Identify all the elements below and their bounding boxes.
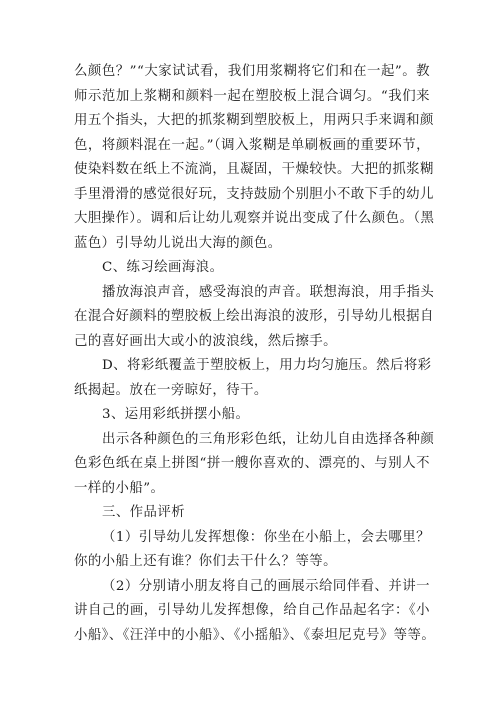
text-line: 在混合好颜料的塑胶板上绘出海浪的波形，引导幼儿根据自 [74, 309, 434, 324]
text-line: 师示范加上浆糊和颜料一起在塑胶板上混合调匀。“我们来 [74, 89, 430, 104]
text-line: （2）分别请小朋友将自己的画展示给同伴看、并讲一 [102, 579, 430, 594]
text-line: 小船》、《汪洋中的小船》、《小摇船》、《泰坦尼克号》等等。 [74, 628, 436, 643]
text-line: 使染料数在纸上不流淌，且凝固，干燥较快。大把的抓浆糊 [74, 162, 434, 177]
text-line: 播放海浪声音，感受海浪的声音。联想海浪，用手指头 [102, 285, 435, 300]
text-line: 讲自己的画，引导幼儿发挥想像，给自己作品起名字：《小 [74, 603, 430, 618]
text-line: 蓝色）引导幼儿说出大海的颜色。 [74, 236, 282, 251]
text-line: 大胆操作）。调和后让幼儿观察并说出变成了什么颜色。（黑 [74, 211, 435, 226]
text-line: 己的喜好画出大或小的波浪线，然后擦手。 [74, 334, 337, 349]
text-line: 用五个指头，大把的抓浆糊到塑胶板上，用两只手来调和颜 [74, 113, 434, 128]
text-line: D、将彩纸覆盖于塑胶板上，用力均匀施压。然后将彩 [102, 358, 432, 373]
text-line: 纸揭起。放在一旁晾好，待干。 [74, 383, 268, 398]
text-line: 出示各种颜色的三角形彩色纸，让幼儿自由选择各种颜 [102, 432, 435, 447]
text-line: 手里滑滑的感觉很好玩，支持鼓励个别胆小不敢下手的幼儿 [74, 187, 434, 202]
section-heading: 三、作品评析 [102, 505, 186, 520]
text-line: 色彩色纸在桌上拼图“拼一艘你喜欢的、漂亮的、与别人不 [74, 456, 430, 471]
section-heading: 3、运用彩纸拼摆小船。 [102, 407, 250, 422]
text-line: 色，将颜料混在一起。”（调入浆糊是单刷板画的重要环节， [74, 138, 430, 153]
section-heading: C、练习绘画海浪。 [102, 260, 224, 275]
text-line: 么颜色？”“大家试试看，我们用浆糊将它们和在一起”。教 [74, 64, 430, 79]
text-line: （1）引导幼儿发挥想像：你坐在小船上，会去哪里？ [102, 530, 430, 545]
text-line: 你的小船上还有谁？你们去干什么？等等。 [74, 554, 337, 569]
text-line: 一样的小船”。 [74, 481, 165, 496]
